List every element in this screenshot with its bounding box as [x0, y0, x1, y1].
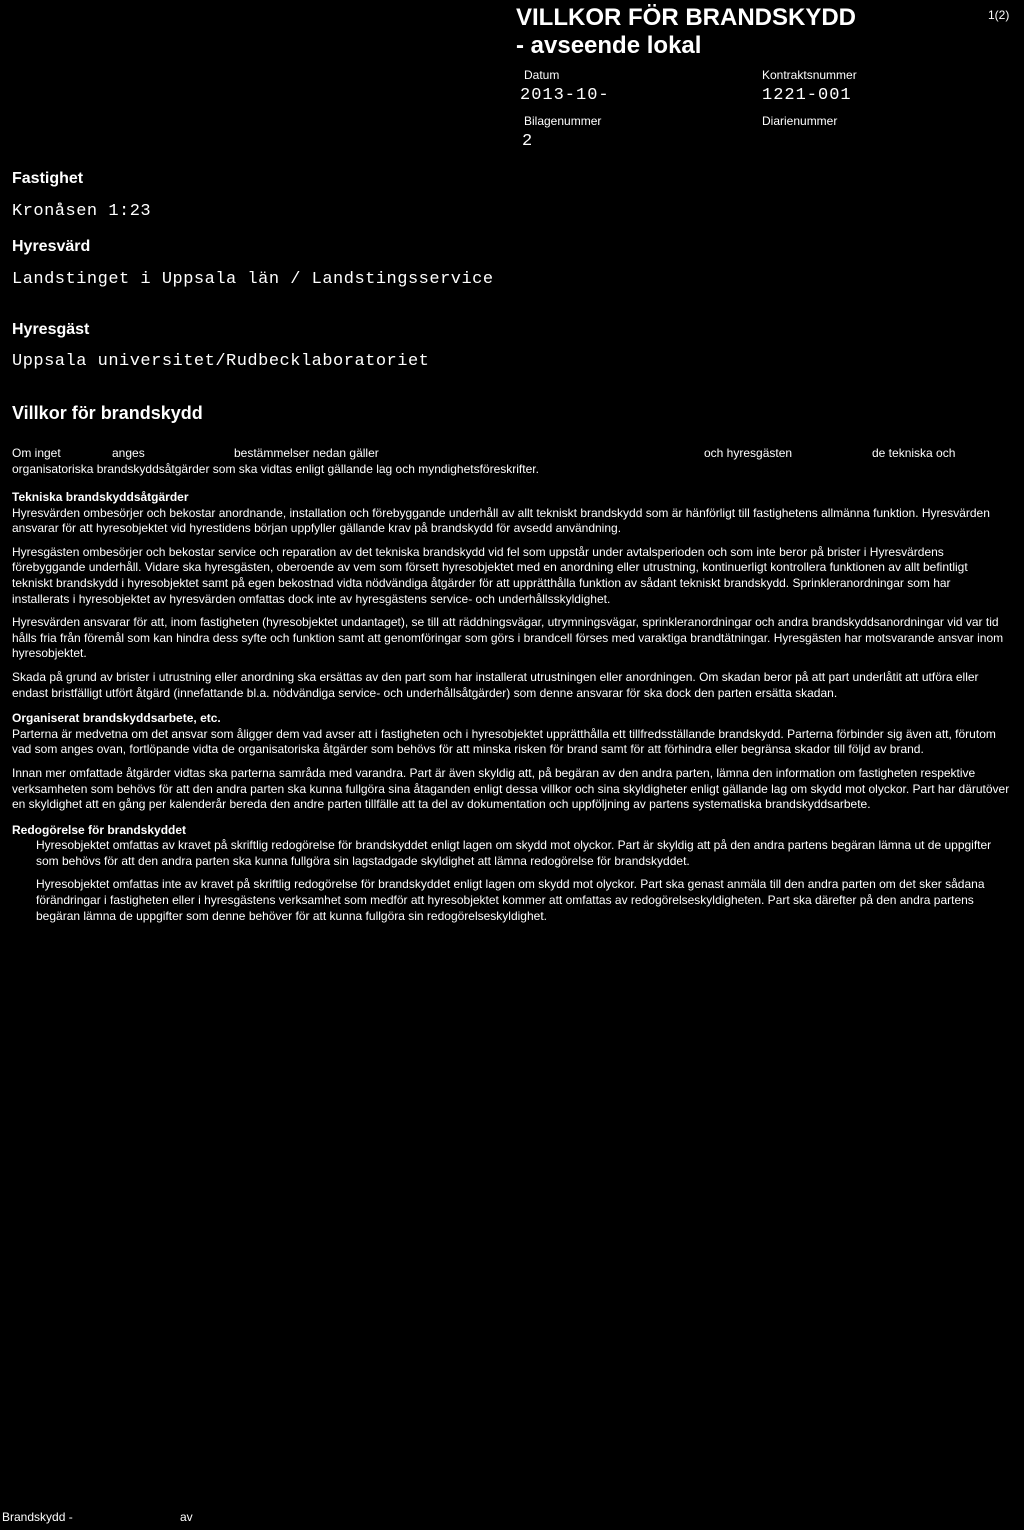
redogorelse-paragraph-2: Hyresobjektet omfattas inte av kravet på skriftlig redogörelse för brandskyddet enligt lagen om skydd mot olyckor. Part ska genast anmäla till den andra parten om det sker sådana förändringar i fastigheten eller i hyresgästens verksamhet som medför att hyresobjektet kommer att omfattas av redogörelseskyldigheten. Part ska därefter på den andra partens begäran lämna de uppgifter som denne behöver för att kunna fullgöra sin redogörelseskyldighet.: [36, 877, 985, 923]
title-line-2: - avseende lokal: [516, 32, 702, 59]
document-title: [516, 4, 856, 60]
villkor-intro-line-1: [12, 446, 1012, 462]
tekniska-paragraph-3: Hyresvärden ansvarar för att, inom fastigheten (hyresobjektet undantaget), se till att räddningsvägar, utrymningsvägar, sprinkleranordningar och andra brandskyddsanordningar vid var tid hålls fria från föremål som kan hindra dess syfte och funktion samt att genomföringar som görs i brandcell förses med varaktiga brandtätningar. Hyresgästen har motsvarande ansvar inom hyresobjektet.: [12, 615, 1004, 661]
hyresgast-value: Uppsala universitet/Rudbecklaboratoriet: [12, 352, 430, 371]
bilaga-label: Bilagenummer: [524, 114, 602, 128]
tekniska-paragraph-1: Hyresvärden ombesörjer och bekostar anordnande, installation och förebyggande underhåll av allt tekniskt brandskydd som är hänförligt till fastighetens allmänna funktion. Hyresvärden ansvarar för att hyresobjektet vid hyrestidens början uppfyller gällande krav på brandskydd för avsedd användning.: [12, 505, 990, 536]
diarie-label: Diarienummer: [762, 114, 838, 128]
redogorelse-paragraph-1: Hyresobjektet omfattas av kravet på skriftlig redogörelse för brandskyddet enligt lagen om skydd mot olyckor. Part är skyldig att på den andra partens begäran lämna ut de uppgifter som behövs för att den andra parten ska kunna fullgöra sin lagstadgade skyldighet att lämna redogörelse för brandskyddet.: [36, 838, 992, 868]
redogorelse-heading: Redogörelse för brandskyddet: [12, 822, 187, 837]
villkor-heading: Villkor för brandskydd: [12, 403, 203, 423]
hyresvard-value: Landstinget i Uppsala län / Landstingsservice: [12, 270, 494, 289]
organiserat-paragraph-2: Innan mer omfattade åtgärder vidtas ska parterna samråda med varandra. Part är även skyldig att, på begäran av den andra parten, lämna den information om fastigheten respektive verksamheten som behövs för att den andra parten ska kunna fullgöra sina åtaganden enligt dessa villkor och sina skyldigheter enligt gällande lag om skydd mot olyckor. Part har därutöver en skyldighet att en gång per kalenderår bereda den andre parten tillfälle att ta del av dokumentation och uppföljning av partens systematiska brandskyddsarbete.: [12, 765, 1010, 812]
villkor-intro-line-2: organisatoriska brandskyddsåtgärder som ska vidtas enligt gällande lag och myndighetsföreskrifter.: [12, 462, 539, 476]
fastighet-value: Kronåsen 1:23: [12, 202, 152, 221]
footer-left: Brandskydd -: [2, 1510, 73, 1524]
organiserat-paragraph-1: Parterna är medvetna om det ansvar som åligger dem vad avser att i fastigheten och i hyresobjektet upprätthålla ett tillfredsställande brandskydd. Parterna förbinder sig även att, förutom vad som anges ovan, fortlöpande vidta de organisatoriska åtgärder som behövs för att minska risken för brand samt för att förhindra eller begränsa skador till följd av brand.: [12, 726, 996, 757]
hyresgast-label: Hyresgäst: [12, 321, 90, 338]
intro-fragment-4: och hyresgästen: [704, 446, 793, 460]
intro-fragment-3: bestämmelser nedan gäller: [234, 446, 379, 460]
footer-right: av: [180, 1510, 193, 1524]
page-number: 1(2): [988, 8, 1010, 22]
tekniska-paragraph-4: Skada på grund av brister i utrustning eller anordning ska ersättas av den part som har installerat utrustningen eller anordningen. Om skadan beror på att part underlåtit att utföra eller endast bristfälligt utfört åtgärd (innefattande bl.a. nödvändiga service- och underhållsåtgärder) som denne ansvarar för ska dock den parten ersätta skadan.: [12, 669, 979, 700]
tekniska-paragraph-2: Hyresgästen ombesörjer och bekostar service och reparation av det tekniska brandskydd vid fel som uppstår under avtalsperioden och som inte beror på brister i Hyresvärdens förebyggande underhåll. Vidare ska hyresgästen, oberoende av vem som försett hyresobjektet med en anordning eller utrustning, kontinuerligt kontrollera funktionen av allt befintligt tekniskt brandskydd i hyresobjektet samt på egen bekostnad vidta nödvändiga åtgärder för att upprätthålla funktion av sådant tekniskt brandskydd. Sprinkleranordningar som har installerats i hyresobjektet av hyresvärden omfattas dock inte av hyresgästens service- och underhållsskyldighet.: [12, 544, 968, 606]
kontrakt-label: Kontraktsnummer: [762, 68, 857, 82]
intro-fragment-5: de tekniska och: [872, 446, 956, 460]
redogorelse-section: [12, 823, 1010, 925]
datum-label: Datum: [524, 68, 560, 82]
title-line-1: VILLKOR FÖR BRANDSKYDD: [516, 4, 856, 31]
document-body: [12, 490, 1010, 932]
organiserat-heading: Organiserat brandskyddsarbete, etc.: [12, 711, 221, 726]
tekniska-heading: Tekniska brandskyddsåtgärder: [12, 490, 189, 504]
datum-value: 2013-10-: [520, 86, 610, 105]
kontrakt-value: 1221-001: [762, 86, 852, 105]
hyresvard-label: Hyresvärd: [12, 238, 91, 255]
bilaga-value: 2: [522, 132, 534, 151]
tekniska-section: [12, 490, 1010, 701]
intro-fragment-2: anges: [112, 446, 145, 460]
fastighet-label: Fastighet: [12, 170, 84, 187]
organiserat-section: [12, 711, 1010, 813]
intro-fragment-1: Om inget: [12, 446, 61, 460]
